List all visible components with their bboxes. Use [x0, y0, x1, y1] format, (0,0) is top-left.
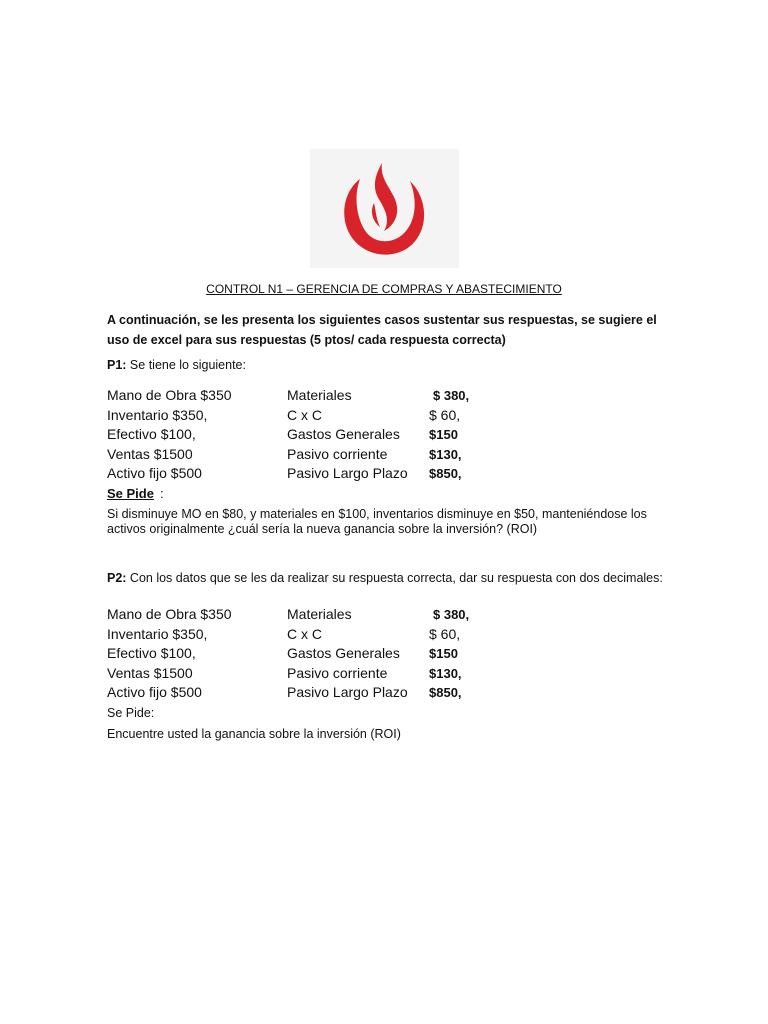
- cell-value: $ 60,: [429, 625, 461, 642]
- cell-item: Gastos Generales: [287, 645, 400, 661]
- cell-item: Gastos Generales: [287, 426, 400, 442]
- cell-item: Pasivo corriente: [287, 664, 388, 681]
- cell-item: Pasivo Largo Plazo: [287, 465, 408, 481]
- intro-paragraph: A continuación, se les presenta los siguientes casos sustentar sus respuestas, se sugiere el uso de excel para sus respuestas (5 ptos/ cada respuesta correcta): [107, 313, 657, 347]
- p2-question: Encuentre usted la ganancia sobre la inversión (ROI): [107, 727, 401, 741]
- cell-item: Activo fijo $500: [107, 684, 202, 700]
- se-pide-colon: :: [160, 486, 164, 501]
- university-logo: [310, 149, 459, 268]
- page-title: CONTROL N1 – GERENCIA DE COMPRAS Y ABASTECIMIENTO: [206, 282, 562, 296]
- p1-heading: [107, 358, 246, 372]
- cell-item: Pasivo Largo Plazo: [287, 684, 408, 700]
- se-pide-text: Se Pide: [107, 486, 154, 501]
- cell-item: Ventas $1500: [107, 664, 193, 681]
- cell-item: Inventario $350,: [107, 625, 208, 642]
- cell-item: C x C: [287, 406, 322, 423]
- cell-value: $150: [429, 646, 458, 661]
- cell-item: Efectivo $100,: [107, 426, 196, 442]
- p1-question: Si disminuye MO en $80, y materiales en $100, inventarios disminuye en $50, manteniéndose los activos originalmente ¿cuál sería la nueva ganancia sobre la inversión? (ROI): [107, 507, 647, 536]
- p1-label: P1:: [107, 358, 127, 372]
- p2-heading: [107, 571, 667, 586]
- cell-item: Ventas $1500: [107, 445, 193, 462]
- cell-item: C x C: [287, 625, 322, 642]
- cell-value: $130,: [429, 665, 462, 681]
- p2-se-pide-label: Se Pide:: [107, 706, 155, 720]
- p2-heading-text: Con los datos que se les da realizar su respuesta correcta, dar su respuesta con dos decimales:: [126, 571, 663, 585]
- p1-se-pide-label: [107, 486, 154, 501]
- cell-value: $ 380,: [433, 388, 470, 403]
- cell-item: Materiales: [287, 606, 352, 622]
- cell-value: $130,: [429, 446, 462, 462]
- cell-value: $850,: [429, 466, 462, 481]
- cell-value: $ 60,: [429, 406, 461, 423]
- cell-value: $850,: [429, 685, 462, 700]
- flame-logo-icon: [310, 149, 459, 268]
- flame-shape: [375, 163, 397, 231]
- cell-item: Inventario $350,: [107, 406, 208, 423]
- cell-item: Activo fijo $500: [107, 465, 202, 481]
- cell-item: Mano de Obra $350: [107, 606, 232, 622]
- p2-label: P2:: [107, 571, 127, 585]
- flame-tip-shape: [372, 203, 380, 227]
- cell-value: $ 380,: [433, 607, 470, 622]
- cell-item: Efectivo $100,: [107, 645, 196, 661]
- cell-item: Pasivo corriente: [287, 445, 388, 462]
- cell-value: $150: [429, 427, 458, 442]
- cell-item: Materiales: [287, 387, 352, 403]
- cell-item: Mano de Obra $350: [107, 387, 232, 403]
- p1-heading-text: Se tiene lo siguiente:: [126, 358, 246, 372]
